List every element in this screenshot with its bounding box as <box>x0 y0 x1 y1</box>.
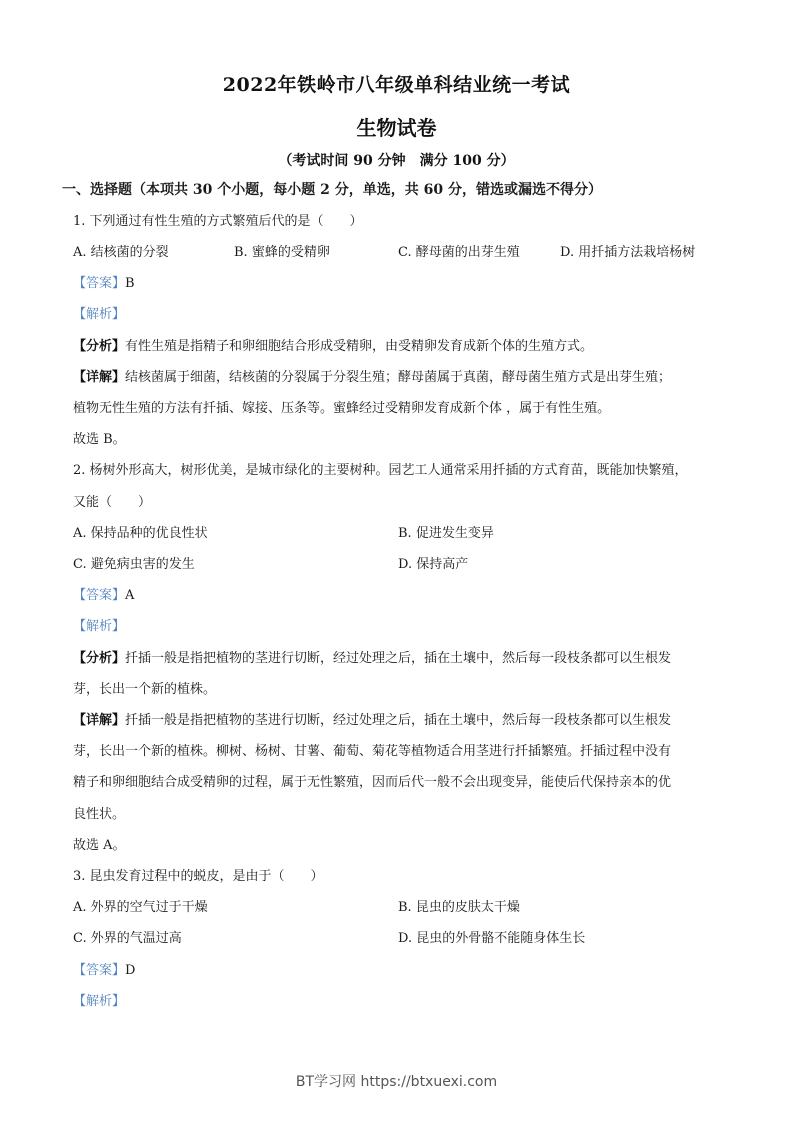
q1-conclusion: 故选 B。 <box>73 432 126 447</box>
q2-xiangjie-line-4: 良性状。 <box>73 807 126 822</box>
answer-label: 【答案】 <box>73 963 126 978</box>
analysis-label: 【解析】 <box>73 994 126 1009</box>
answer-label: 【答案】 <box>73 588 126 603</box>
q2-conclusion: 故选 A。 <box>73 838 126 853</box>
q1-fenxi <box>73 338 593 356</box>
answer-value: B <box>125 276 135 291</box>
answer-value: D <box>125 963 136 978</box>
q1-option-c: C. 酵母菌的出芽生殖 <box>398 245 520 260</box>
q1-xiangjie-line-2: 植物无性生殖的方法有扦插、嫁接、压条等。蜜蜂经过受精卵发育成新个体 ，属于有性生殖。 <box>73 401 611 416</box>
q3-analysis-label <box>73 993 125 1011</box>
q2-option-a: A. 保持品种的优良性状 <box>73 526 208 541</box>
q3-option-c: C. 外界的气温过高 <box>73 931 182 946</box>
q2-xiangjie <box>73 712 671 730</box>
q1-answer <box>73 275 135 293</box>
q2-fenxi <box>73 650 671 668</box>
q2-xiangjie-line-3: 精子和卵细胞结合成受精卵的过程，属于无性繁殖，因而后代一般不会出现变异，能使后代保持亲本的优 <box>73 775 672 790</box>
analysis-label: 【解析】 <box>73 619 126 634</box>
watermark-footer: BT学习网 https://btxuexi.com <box>295 1074 498 1090</box>
q3-option-d: D. 昆虫的外骨骼不能随身体生长 <box>398 931 586 946</box>
fenxi-text: 有性生殖是指精子和卵细胞结合形成受精卵，由受精卵发育成新个体的生殖方式。 <box>125 339 594 354</box>
xiangjie-label: 【详解】 <box>73 713 126 728</box>
fenxi-label: 【分析】 <box>73 651 126 666</box>
q2-xiangjie-line-2: 芽，长出一个新的植株。柳树、杨树、甘薯、葡萄、菊花等植物适合用茎进行扦插繁殖。扦插过程中没有 <box>73 744 672 759</box>
xiangjie-text: 扦插一般是指把植物的茎进行切断，经过处理之后，插在土壤中，然后每一段枝条都可以生根发 <box>125 713 672 728</box>
q3-answer <box>73 962 135 980</box>
fenxi-label: 【分析】 <box>73 339 126 354</box>
q2-analysis-label <box>73 618 125 636</box>
xiangjie-text: 结核菌属于细菌，结核菌的分裂属于分裂生殖；酵母菌属于真菌，酵母菌生殖方式是出芽生殖； <box>125 370 672 385</box>
exam-title: 2022年铁岭市八年级单科结业统一考试 <box>222 74 571 96</box>
q2-answer <box>73 587 134 605</box>
answer-label: 【答案】 <box>73 276 126 291</box>
q1-option-a: A. 结核菌的分裂 <box>73 245 169 260</box>
xiangjie-label: 【详解】 <box>73 370 126 385</box>
question-1-stem: 1. 下列通过有性生殖的方式繁殖后代的是（ ） <box>73 214 363 229</box>
q1-option-b: B. 蜜蜂的受精卵 <box>234 245 330 260</box>
section-heading: 一、选择题（本项共 30 个小题，每小题 2 分，单选，共 60 分，错选或漏选不得分） <box>62 182 602 198</box>
question-3-stem: 3. 昆虫发育过程中的蜕皮，是由于（ ） <box>73 869 324 884</box>
q2-option-d: D. 保持高产 <box>398 557 469 572</box>
question-2-stem: 2. 杨树外形高大，树形优美，是城市绿化的主要树种。园艺工人通常采用扦插的方式育苗，既能加快繁殖， <box>73 463 688 478</box>
q1-option-d: D. 用扦插方法栽培杨树 <box>560 245 696 260</box>
answer-value: A <box>125 588 135 603</box>
analysis-label: 【解析】 <box>73 307 126 322</box>
q1-analysis-label <box>73 306 125 324</box>
q2-fenxi-line-2: 芽，长出一个新的植株。 <box>73 682 217 697</box>
q2-option-c: C. 避免病虫害的发生 <box>73 557 195 572</box>
q3-option-a: A. 外界的空气过于干燥 <box>73 900 208 915</box>
q1-xiangjie <box>73 369 671 387</box>
q3-option-b: B. 昆虫的皮肤太干燥 <box>398 900 520 915</box>
exam-subtitle: 生物试卷 <box>356 116 437 140</box>
exam-info: （考试时间 90 分钟 满分 100 分） <box>278 153 515 169</box>
fenxi-text: 扦插一般是指把植物的茎进行切断，经过处理之后，插在土壤中，然后每一段枝条都可以生根发 <box>125 651 672 666</box>
q2-option-b: B. 促进发生变异 <box>398 526 494 541</box>
question-2-stem-line-2: 又能（ ） <box>73 495 152 510</box>
